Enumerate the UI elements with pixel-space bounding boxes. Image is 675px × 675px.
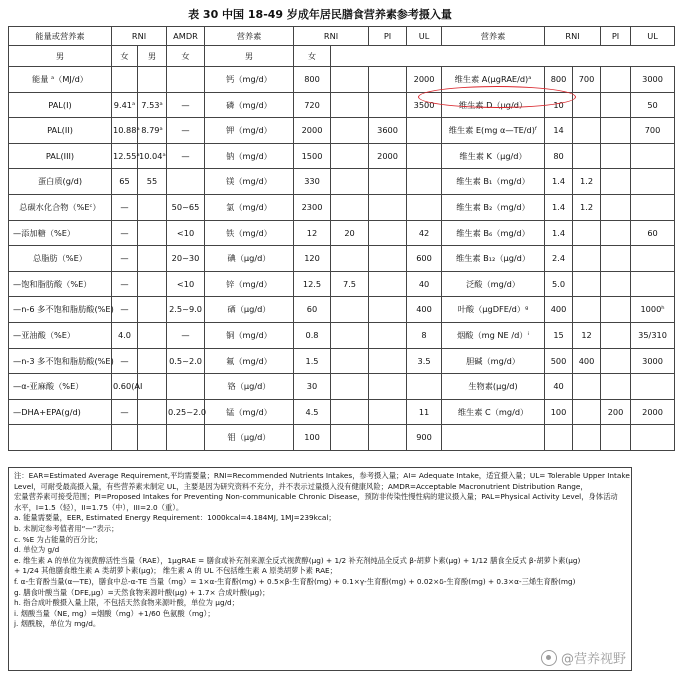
header-female-3: 女	[294, 46, 331, 67]
table-cell-n: 700	[631, 118, 675, 144]
table-cell-b: —	[112, 220, 138, 246]
table-cell-a: PAL(I)	[9, 92, 112, 118]
header-nutrient-1: 能量或营养素	[9, 27, 112, 46]
table-cell-b	[112, 67, 138, 93]
table-cell-f: 2000	[294, 118, 331, 144]
table-cell-l	[573, 297, 601, 323]
table-cell-a: —α-亚麻酸（%E）	[9, 374, 112, 400]
table-cell-g	[331, 399, 369, 425]
table-row	[9, 425, 675, 451]
table-cell-h	[369, 194, 407, 220]
table-cell-c: 7.53ᵃ	[138, 92, 167, 118]
header-nutrient-2: 营养素	[205, 27, 294, 46]
header-male-1: 男	[9, 46, 112, 67]
table-cell-d: —	[167, 322, 205, 348]
table-cell-e: 氯（mg/d）	[205, 194, 294, 220]
table-cell-g	[331, 297, 369, 323]
table-cell-g	[331, 348, 369, 374]
table-cell-c	[138, 246, 167, 272]
table-cell-c	[138, 297, 167, 323]
table-cell-a: 总脂肪（%E）	[9, 246, 112, 272]
table-cell-c: 8.79ᵃ	[138, 118, 167, 144]
table-cell-k: 1.4	[545, 194, 573, 220]
table-cell-a: PAL(III)	[9, 143, 112, 169]
table-cell-a: 蛋白质(g/d)	[9, 169, 112, 195]
table-cell-a: —亚油酸（%E）	[9, 322, 112, 348]
header-amdr: AMDR	[167, 27, 205, 46]
table-cell-g	[331, 92, 369, 118]
table-cell-n: 2000	[631, 399, 675, 425]
header-female-2: 女	[167, 46, 205, 67]
table-cell-b: 12.55ᵃ	[112, 143, 138, 169]
table-cell-h	[369, 169, 407, 195]
footnote-line: e. 维生素 A 的单位为视黄醇活性当量（RAE），1μgRAE = 膳食或补充剂来源全反式视黄醇(μg) + 1/2 补充剂纯品全反式 β-胡萝卜素(μg) + 1/12 膳食全反式 β-胡萝卜素(μg)	[14, 555, 581, 565]
table-cell-h	[369, 322, 407, 348]
table-row	[9, 169, 675, 195]
table-cell-g	[331, 67, 369, 93]
table-cell-j: 泛酸（mg/d）	[442, 271, 545, 297]
table-cell-m	[601, 143, 631, 169]
table-cell-j: 生物素(μg/d)	[442, 374, 545, 400]
table-row	[9, 322, 675, 348]
footnote-line: 注：EAR=Estimated Average Requirement,平均需要量；RNI=Recommended Nutrients Intakes，参考摄入量；AI= Adequate Intake，适宜摄入量；UL= Tolerable Upper Intake	[14, 471, 630, 480]
table-cell-f: 100	[294, 425, 331, 451]
header-rni-2: RNI	[294, 27, 369, 46]
table-cell-g	[331, 194, 369, 220]
table-cell-g	[331, 246, 369, 272]
table-cell-l	[573, 246, 601, 272]
table-cell-j: 胆碱（mg/d）	[442, 348, 545, 374]
footnote-line: 宏量营养素可接受范围；PI=Proposed Intakes for Preventing Non-communicable Chronic Disease，预防非传染性慢性病的建议摄入量；PAL=Physical Activity Level，身体活动	[14, 492, 618, 502]
table-cell-i: 600	[407, 246, 442, 272]
table-cell-i: 42	[407, 220, 442, 246]
table-cell-d: —	[167, 143, 205, 169]
table-cell-k: 100	[545, 399, 573, 425]
table-row	[9, 374, 675, 400]
table-cell-a: 总碳水化合物（%Eᶜ）	[9, 194, 112, 220]
table-cell-b: 0.60(AI	[112, 374, 138, 400]
table-cell-h	[369, 374, 407, 400]
table-cell-m	[601, 246, 631, 272]
table-cell-m	[601, 118, 631, 144]
table-cell-j: 维生素 B₂（mg/d）	[442, 194, 545, 220]
table-cell-b: 9.41ᵃ	[112, 92, 138, 118]
table-cell-f: 0.8	[294, 322, 331, 348]
table-cell-b: —	[112, 246, 138, 272]
header-rni-3: RNI	[545, 27, 601, 46]
table-cell-g: 7.5	[331, 271, 369, 297]
watermark	[541, 648, 626, 667]
table-cell-l	[573, 143, 601, 169]
table-cell-i	[407, 169, 442, 195]
table-cell-c	[138, 399, 167, 425]
table-cell-k: 5.0	[545, 271, 573, 297]
table-cell-e: 钠（mg/d）	[205, 143, 294, 169]
table-cell-m	[601, 374, 631, 400]
table-cell-l	[573, 374, 601, 400]
footnote-line: j. 烟酰胺，单位为 mg/d。	[14, 619, 101, 629]
table-cell-j: 维生素 E(mg α—TE/d)ᶠ	[442, 118, 545, 144]
table-row	[9, 246, 675, 272]
table-cell-h	[369, 271, 407, 297]
table-cell-j: 维生素 B₁（mg/d）	[442, 169, 545, 195]
table-cell-d: 0.25~2.0	[167, 399, 205, 425]
table-cell-k: 500	[545, 348, 573, 374]
table-cell-m	[601, 194, 631, 220]
table-cell-g	[331, 169, 369, 195]
header-male-2: 男	[138, 46, 167, 67]
header-ul-1: UL	[407, 27, 442, 46]
table-cell-d: 2.5~9.0	[167, 297, 205, 323]
table-row	[9, 118, 675, 144]
header-ul-2: UL	[631, 27, 675, 46]
watermark-logo-icon	[541, 650, 557, 666]
table-cell-b: —	[112, 348, 138, 374]
table-cell-g	[331, 322, 369, 348]
header-male-3: 男	[205, 46, 294, 67]
table-cell-l	[573, 399, 601, 425]
table-cell-c	[138, 67, 167, 93]
table-cell-j: 烟酸（mg NE /d）ⁱ	[442, 322, 545, 348]
table-cell-k: 10	[545, 92, 573, 118]
table-cell-j: 维生素 B₆（mg/d）	[442, 220, 545, 246]
table-cell-n: 3000	[631, 67, 675, 93]
table-cell-h	[369, 399, 407, 425]
table-cell-h: 2000	[369, 143, 407, 169]
table-cell-c: 55	[138, 169, 167, 195]
table-row	[9, 271, 675, 297]
table-cell-e: 碘（μg/d）	[205, 246, 294, 272]
table-cell-a: —DHA+EPA(g/d)	[9, 399, 112, 425]
table-cell-f: 330	[294, 169, 331, 195]
table-cell-l: 1.2	[573, 194, 601, 220]
table-cell-k: 14	[545, 118, 573, 144]
table-cell-e: 铜（mg/d）	[205, 322, 294, 348]
table-cell-h	[369, 67, 407, 93]
table-cell-n	[631, 425, 675, 451]
table-cell-j: 维生素 B₁₂（μg/d）	[442, 246, 545, 272]
table-cell-m	[601, 220, 631, 246]
table-cell-j	[442, 425, 545, 451]
table-cell-c	[138, 220, 167, 246]
footnote-line: f. α-生育酚当量(α—TE)，膳食中总-α-TE 当量（mg）= 1×α-生育酚(mg) + 0.5×β-生育酚(mg) + 0.1×γ-生育酚(mg) + 0.02×δ-生育酚(mg) + 0.3×α-三烯生育酚(mg)	[14, 576, 576, 586]
table-cell-n: 50	[631, 92, 675, 118]
table-cell-i	[407, 118, 442, 144]
table-cell-d: <10	[167, 220, 205, 246]
table-cell-k: 400	[545, 297, 573, 323]
footnote-line: Level，可耐受最高摄入量，有些营养素未制定 UL，主要是因为研究资料不充分，并不表示过量摄入没有健康风险；AMDR=Acceptable Macronutrient Distribution Range，	[14, 481, 588, 491]
table-cell-i	[407, 143, 442, 169]
table-cell-j: 维生素 K（μg/d）	[442, 143, 545, 169]
header-pi-1: PI	[369, 27, 407, 46]
table-cell-f: 30	[294, 374, 331, 400]
table-cell-d	[167, 67, 205, 93]
table-cell-h	[369, 246, 407, 272]
table-cell-j: 维生素 D（μg/d）	[442, 92, 545, 118]
table-cell-e: 磷（mg/d）	[205, 92, 294, 118]
table-cell-a: —饱和脂肪酸（%E）	[9, 271, 112, 297]
table-cell-m: 200	[601, 399, 631, 425]
table-cell-a: PAL(II)	[9, 118, 112, 144]
table-cell-i: 400	[407, 297, 442, 323]
table-cell-h	[369, 220, 407, 246]
table-cell-l: 1.2	[573, 169, 601, 195]
table-cell-l: 12	[573, 322, 601, 348]
table-cell-c: 10.04ᵃ	[138, 143, 167, 169]
table-row	[9, 143, 675, 169]
table-cell-f: 1500	[294, 143, 331, 169]
table-cell-k: 80	[545, 143, 573, 169]
table-cell-l	[573, 92, 601, 118]
table-cell-f: 1.5	[294, 348, 331, 374]
table-cell-f: 720	[294, 92, 331, 118]
table-cell-i: 11	[407, 399, 442, 425]
table-cell-l	[573, 118, 601, 144]
table-cell-m	[601, 425, 631, 451]
table-cell-i: 3500	[407, 92, 442, 118]
table-row	[9, 194, 675, 220]
table-cell-n	[631, 169, 675, 195]
table-cell-i: 40	[407, 271, 442, 297]
table-cell-n: 3000	[631, 348, 675, 374]
table-cell-d: —	[167, 118, 205, 144]
table-cell-a: —n-3 多不饱和脂肪酸(%E)	[9, 348, 112, 374]
table-cell-m	[601, 322, 631, 348]
table-cell-e: 钼（μg/d）	[205, 425, 294, 451]
footnote-line: g. 膳食叶酸当量（DFE,μg）=天然食物来源叶酸(μg) + 1.7× 合成叶酸(μg)；	[14, 587, 270, 597]
table-cell-l	[573, 271, 601, 297]
table-cell-e: 锌（mg/d）	[205, 271, 294, 297]
table-cell-b: 10.88ᵃ	[112, 118, 138, 144]
table-cell-b: —	[112, 399, 138, 425]
table-cell-k: 40	[545, 374, 573, 400]
footnote-line: b. 未制定参考值者用“—”表示；	[14, 523, 119, 533]
table-cell-c	[138, 271, 167, 297]
table-cell-d	[167, 169, 205, 195]
table-cell-m	[601, 348, 631, 374]
table-cell-i	[407, 374, 442, 400]
table-cell-n: 1000ʰ	[631, 297, 675, 323]
footnote-line: a. 能量需要量，EER, Estimated Energy Requirement：1000kcal=4.184MJ, 1MJ=239kcal；	[14, 513, 336, 523]
table-row	[9, 348, 675, 374]
table-cell-e: 氟（mg/d）	[205, 348, 294, 374]
table-cell-d: 0.5~2.0	[167, 348, 205, 374]
table-cell-l: 700	[573, 67, 601, 93]
table-cell-l: 400	[573, 348, 601, 374]
table-cell-m	[601, 67, 631, 93]
table-cell-k: 800	[545, 67, 573, 93]
footnote-line: h. 指合成叶酸摄入量上限，不包括天然食物来源叶酸，单位为 μg/d；	[14, 598, 239, 608]
table-cell-d: 20~30	[167, 246, 205, 272]
watermark-text: @营养视野	[560, 652, 626, 667]
table-cell-k: 2.4	[545, 246, 573, 272]
table-cell-b: —	[112, 271, 138, 297]
table-row	[9, 92, 675, 118]
table-cell-f: 2300	[294, 194, 331, 220]
table-cell-k: 1.4	[545, 169, 573, 195]
table-cell-b: 4.0	[112, 322, 138, 348]
header-nutrient-3: 营养素	[442, 27, 545, 46]
table-cell-f: 120	[294, 246, 331, 272]
table-cell-n	[631, 374, 675, 400]
table-cell-k: 15	[545, 322, 573, 348]
table-cell-m	[601, 92, 631, 118]
table-cell-e: 锰（mg/d）	[205, 399, 294, 425]
table-cell-e: 镁（mg/d）	[205, 169, 294, 195]
table-cell-m	[601, 271, 631, 297]
table-cell-n	[631, 194, 675, 220]
table-row	[9, 399, 675, 425]
table-cell-n: 60	[631, 220, 675, 246]
footnote-line: c. %E 为占能量的百分比；	[14, 534, 103, 544]
table-cell-c	[138, 348, 167, 374]
table-cell-d: 50~65	[167, 194, 205, 220]
table-cell-j: 维生素 C（mg/d）	[442, 399, 545, 425]
table-cell-a: —添加糖（%E）	[9, 220, 112, 246]
table-cell-i	[407, 194, 442, 220]
table-cell-n	[631, 246, 675, 272]
table-cell-b: 65	[112, 169, 138, 195]
table-cell-c	[138, 322, 167, 348]
table-cell-h: 3600	[369, 118, 407, 144]
table-cell-g	[331, 118, 369, 144]
table-cell-l	[573, 220, 601, 246]
table-cell-j: 叶酸（μgDFE/d）ᵍ	[442, 297, 545, 323]
table-cell-e: 钙（mg/d）	[205, 67, 294, 93]
table-cell-c	[138, 425, 167, 451]
table-cell-d: —	[167, 92, 205, 118]
table-cell-f: 60	[294, 297, 331, 323]
table-cell-b: —	[112, 194, 138, 220]
table-cell-e: 硒（μg/d）	[205, 297, 294, 323]
table-row	[9, 67, 675, 93]
footnote-line: + 1/24 其他膳食维生素 A 类胡萝卜素(μg)； 维生素 A 的 UL 不包括维生素 A 原类胡萝卜素 RAE；	[14, 566, 337, 576]
table-cell-a: 能量 ᵃ（MJ/d）	[9, 67, 112, 93]
table-cell-e: 钾（mg/d）	[205, 118, 294, 144]
table-cell-i: 3.5	[407, 348, 442, 374]
table-cell-d	[167, 425, 205, 451]
footnote-line: 水平，I=1.5（轻），II=1.75（中），III=2.0（重）。	[14, 502, 184, 512]
table-title: 表 30 中国 18-49 岁成年居民膳食营养素参考摄入量	[188, 8, 452, 21]
table-cell-f: 12.5	[294, 271, 331, 297]
table-cell-f: 12	[294, 220, 331, 246]
table-cell-m	[601, 297, 631, 323]
table-cell-a: —n-6 多不饱和脂肪酸(%E)	[9, 297, 112, 323]
table-cell-h	[369, 92, 407, 118]
table-cell-g	[331, 425, 369, 451]
table-cell-k: 1.4	[545, 220, 573, 246]
footnote-line: d. 单位为 g/d	[14, 545, 60, 555]
table-cell-d: <10	[167, 271, 205, 297]
table-cell-h	[369, 425, 407, 451]
table-cell-n: 35/310	[631, 322, 675, 348]
table-cell-f: 800	[294, 67, 331, 93]
table-cell-e: 铬（μg/d）	[205, 374, 294, 400]
footnote-line: i. 烟酸当量（NE, mg）=烟酸（mg）+1/60 色氨酸（mg）；	[14, 608, 215, 618]
table-cell-d	[167, 374, 205, 400]
table-cell-i: 900	[407, 425, 442, 451]
table-row	[9, 220, 675, 246]
table-cell-b	[112, 425, 138, 451]
table-cell-g: 20	[331, 220, 369, 246]
footnotes	[8, 467, 632, 671]
table-cell-g	[331, 143, 369, 169]
table-cell-h	[369, 297, 407, 323]
table-cell-k	[545, 425, 573, 451]
header-female-1: 女	[112, 46, 138, 67]
table-cell-l	[573, 425, 601, 451]
table-cell-f: 4.5	[294, 399, 331, 425]
table-cell-c	[138, 194, 167, 220]
table-cell-m	[601, 169, 631, 195]
table-cell-n	[631, 271, 675, 297]
table-cell-i: 2000	[407, 67, 442, 93]
header-pi-2: PI	[601, 27, 631, 46]
header-rni-1: RNI	[112, 27, 167, 46]
nutrient-table	[8, 26, 675, 451]
table-cell-i: 8	[407, 322, 442, 348]
table-row	[9, 297, 675, 323]
table-cell-e: 铁（mg/d）	[205, 220, 294, 246]
table-cell-h	[369, 348, 407, 374]
table-cell-b: —	[112, 297, 138, 323]
table-cell-n	[631, 143, 675, 169]
table-cell-j: 维生素 A(μgRAE/d)ᵃ	[442, 67, 545, 93]
table-cell-g	[331, 374, 369, 400]
table-cell-a	[9, 425, 112, 451]
